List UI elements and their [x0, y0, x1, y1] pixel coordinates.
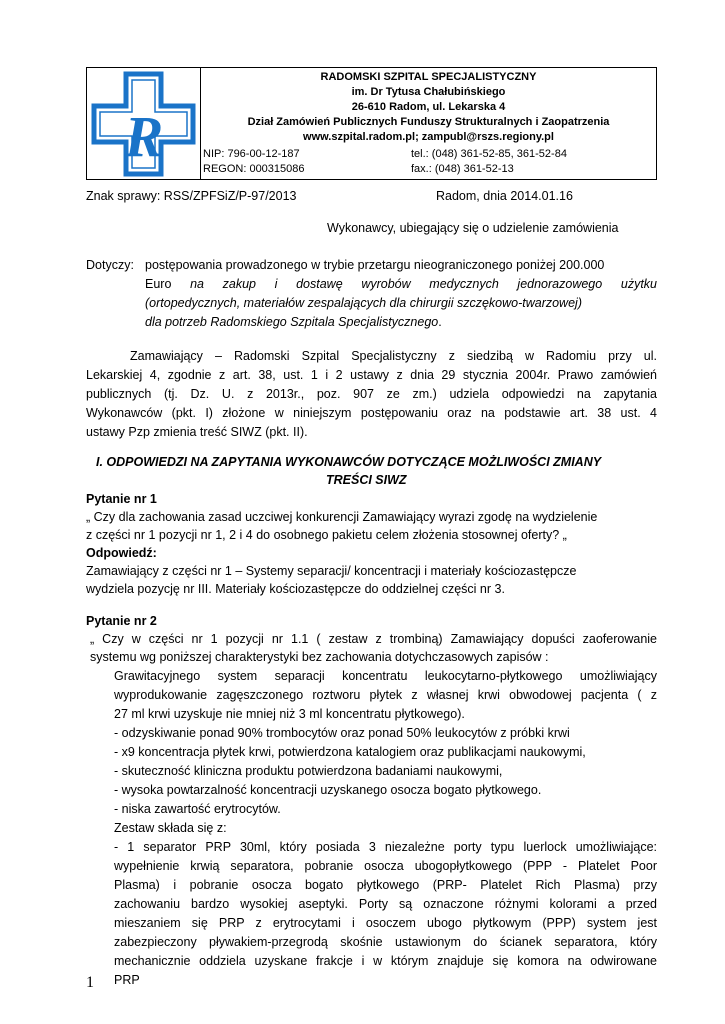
question-2-line-1: „ Czy w części nr 1 pozycji nr 1.1 ( zestaw z trombiną) Zamawiający dopuści zaoferowanie	[90, 632, 657, 646]
case-reference: Znak sprawy: RSS/ZPFSiZ/P-97/2013	[86, 189, 297, 203]
subject-line-4-end: .	[438, 315, 442, 329]
question-2-label: Pytanie nr 2	[86, 614, 157, 628]
department-name: Dział Zamówień Publicznych Funduszy Strukturalnych i Zaopatrzenia	[247, 116, 610, 128]
subject-line-2	[145, 275, 657, 294]
q2-body-line-7: - wysoka powtarzalność koncentracji uzyskanego osocza bogato płytkowego.	[114, 783, 542, 797]
web-email: www.szpital.radom.pl; zampubl@rszs.regiony.pl	[303, 131, 554, 143]
page-number: 1	[86, 974, 94, 991]
answer-1-line-1: Zamawiający z części nr 1 – Systemy separacji/ koncentracji i materiały kościozastępcze	[86, 564, 577, 578]
q2-body-line-3: 27 ml krwi uzyskuje nie mniej niż 3 ml koncentratu płytkowego).	[114, 707, 465, 721]
telephone: tel.: (048) 361-52-85, 361-52-84	[411, 148, 567, 160]
subject-euro: Euro	[145, 277, 172, 291]
intro-line-5: ustawy Pzp zmienia treść SIWZ (pkt. II).	[86, 425, 308, 439]
hospital-address: 26-610 Radom, ul. Lekarska 4	[351, 101, 506, 113]
q2-body-line-10: - 1 separator PRP 30ml, który posiada 3 niezależne porty typu luerlock umożliwiające:	[114, 840, 657, 854]
subject-line-3: (ortopedycznych, materiałów zespalających dla chirurgii szczękowo-twarzowej)	[145, 296, 582, 310]
q2-body-line-11: wypełnienie krwią separatora, pobranie osocza ubogopłytkowego (PPP - Platelet Poor	[114, 859, 657, 873]
intro-line-4: Wykonawców (pkt. I) złożone w niniejszym postępowaniu oraz na podstawie art. 38 ust. 4	[86, 406, 657, 420]
nip: NIP: 796-00-12-187	[203, 148, 300, 160]
answer-1-label: Odpowiedź:	[86, 546, 157, 560]
q2-body-line-12: Plasma) i pobranie osocza bogato płytkowego (PRP- Platelet Rich Plasma) przy	[114, 878, 657, 892]
hospital-name: RADOMSKI SZPITAL SPECJALISTYCZNY	[320, 71, 537, 83]
letterhead	[86, 67, 657, 180]
q2-body-line-14: mieszaniem się PRP z erytrocytami i osoczem ubogo płytkowym (PPP) system jest	[114, 916, 657, 930]
intro-line-1: Zamawiający – Radomski Szpital Specjalistyczny z siedzibą w Radomiu przy ul.	[130, 349, 657, 363]
q2-body-line-16: mechanicznie oddziela uzyskane frakcje i w którym znajduje się komora na odwirowane	[114, 954, 657, 968]
question-2-line-2: systemu wg poniższej charakterystyki bez zachowania dotychczasowych zapisów :	[90, 650, 549, 664]
q2-body-line-4: - odzyskiwanie ponad 90% trombocytów oraz ponad 50% leukocytów z próbki krwi	[114, 726, 570, 740]
answer-1-line-2: wydziela pozycję nr III. Materiały kościozastępcze do oddzielnej części nr 3.	[86, 582, 505, 596]
subject-line-1: postępowania prowadzonego w trybie przetargu nieograniczonego poniżej 200.000	[145, 258, 605, 272]
q2-body-line-6: - skuteczność kliniczna produktu potwierdzona badaniami naukowymi,	[114, 764, 503, 778]
question-1-line-2: z części nr 1 pozycji nr 1, 2 i 4 do osobnego pakietu celem złożenia stosownej oferty? „	[86, 528, 567, 542]
section-1-title-cont: TREŚCI SIWZ	[326, 473, 407, 487]
q2-body-line-5: - x9 koncentracja płytek krwi, potwierdzona katalogiem oraz publikacjami naukowymi,	[114, 745, 586, 759]
intro-line-3: publicznych (tj. Dz. U. z 2013r., poz. 907 ze zm.) udziela odpowiedzi na zapytania	[86, 387, 657, 401]
letterhead-text	[201, 68, 656, 179]
q2-body-line-13: zachowaniu bardzo wysokiej aseptyki. Porty są oznaczone różnymi kolorami a przed	[114, 897, 657, 911]
intro-line-2: Lekarskiej 4, zgodnie z art. 38, ust. 1 i 2 ustawy z dnia 29 stycznia 2004r. Prawo zamówień	[86, 368, 657, 382]
hospital-logo-icon	[87, 68, 200, 179]
question-1-line-1: „ Czy dla zachowania zasad uczciwej konkurencji Zamawiający wyrazi zgodę na wydzielenie	[86, 510, 598, 524]
subject-label: Dotyczy:	[86, 258, 134, 272]
subject-line-4	[145, 313, 442, 332]
q2-body-line-17: PRP	[114, 973, 140, 987]
document-date: Radom, dnia 2014.01.16	[436, 189, 573, 203]
fax: fax.: (048) 361-52-13	[411, 163, 514, 175]
recipients: Wykonawcy, ubiegający się o udzielenie zamówienia	[327, 221, 619, 235]
subject-line-4-text: dla potrzeb Radomskiego Szpitala Specjalistycznego	[145, 315, 439, 329]
hospital-patron: im. Dr Tytusa Chałubińskiego	[351, 86, 506, 98]
subject-italic: na zakup i dostawę wyrobów medycznych jednorazowego użytku	[190, 277, 657, 291]
section-1-title: I. ODPOWIEDZI NA ZAPYTANIA WYKONAWCÓW DOTYCZĄCE MOŻLIWOŚCI ZMIANY	[96, 455, 602, 469]
q2-body-line-1: Grawitacyjnego system separacji koncentratu leukocytarno-płytkowego umożliwiający	[114, 669, 657, 683]
q2-body-line-2: wyprodukowanie zagęszczonego roztworu płytek z własnej krwi obwodowej pacjenta ( z	[114, 688, 657, 702]
question-1-label: Pytanie nr 1	[86, 492, 157, 506]
regon: REGON: 000315086	[203, 163, 305, 175]
hospital-logo	[87, 68, 201, 179]
q2-body-line-9: Zestaw składa się z:	[114, 821, 227, 835]
logo-letter: R	[124, 104, 164, 169]
q2-body-line-8: - niska zawartość erytrocytów.	[114, 802, 281, 816]
q2-body-line-15: zabezpieczony pływakiem-przegrodą skośnie ustawionym do ścianek separatora, który	[114, 935, 657, 949]
